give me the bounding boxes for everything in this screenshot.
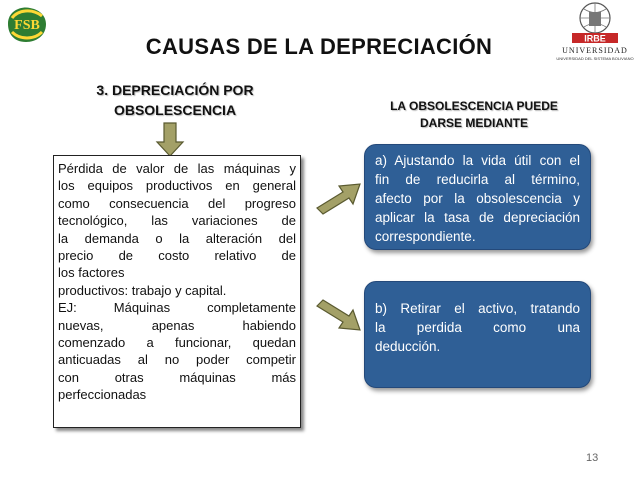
option-b-line: b) Retirar el activo, tratando: [375, 301, 580, 316]
option-a-line: afecto por la obsolescencia y: [375, 191, 580, 206]
definition-box: [53, 155, 301, 428]
subtitle-line-1: 3. DEPRECIACIÓN POR: [96, 82, 254, 98]
definition-line: productivos: trabajo y capital.: [58, 282, 227, 298]
definition-line: precio de costo relativo de: [58, 248, 296, 264]
option-a-line: aplicar la tasa de depreciación: [375, 210, 580, 225]
right-heading: [365, 98, 583, 132]
arrow-up-right-icon: [313, 178, 363, 216]
arrow-down-right-icon: [313, 298, 363, 336]
slide-title: CAUSAS DE LA DEPRECIACIÓN: [145, 34, 493, 59]
definition-line: la demanda o la alteración del: [58, 230, 296, 246]
definition-line: como consecuencia del progreso: [58, 195, 296, 211]
option-a-box: [364, 144, 591, 250]
section-subtitle: [85, 80, 265, 120]
option-a-line: a) Ajustando la vida útil con el: [375, 153, 580, 168]
fsb-logo-text: FSB: [14, 18, 40, 33]
definition-line: los equipos productivos en general: [58, 178, 296, 194]
option-a-line: fin de reducirla al término,: [375, 172, 580, 187]
option-b-line: deducción.: [375, 339, 441, 354]
definition-line: los factores: [58, 265, 125, 281]
down-arrow-icon: [155, 122, 185, 158]
page-number: 13: [586, 452, 599, 464]
right-heading-line-2: DARSE MEDIANTE: [419, 116, 528, 130]
example-line: perfeccionadas: [58, 387, 147, 403]
example-line: EJ: Máquinas completamente: [58, 300, 296, 316]
example-line: nuevas, apenas habiendo: [58, 317, 296, 333]
university-tagline: UNIVERSIDAD DEL SISTEMA BOLIVIANO: [556, 56, 634, 61]
option-b-line: la perdida como una: [375, 320, 580, 335]
option-a-line: correspondiente.: [375, 229, 476, 244]
definition-line: tecnológico, las variaciones de: [58, 213, 296, 229]
option-b-box: [364, 281, 591, 388]
example-line: con otras máquinas más: [58, 369, 296, 385]
right-heading-line-1: LA OBSOLESCENCIA PUEDE: [390, 99, 558, 113]
example-line: anticuadas al no poder competir: [58, 352, 296, 368]
example-line: comenzado a funcionar, quedan: [58, 335, 296, 351]
university-mark: IRBE: [584, 33, 606, 44]
subtitle-line-2: OBSOLESCENCIA: [113, 102, 237, 118]
university-name: UNIVERSIDAD: [562, 46, 628, 55]
definition-line: Pérdida de valor de las máquinas y: [58, 161, 296, 176]
